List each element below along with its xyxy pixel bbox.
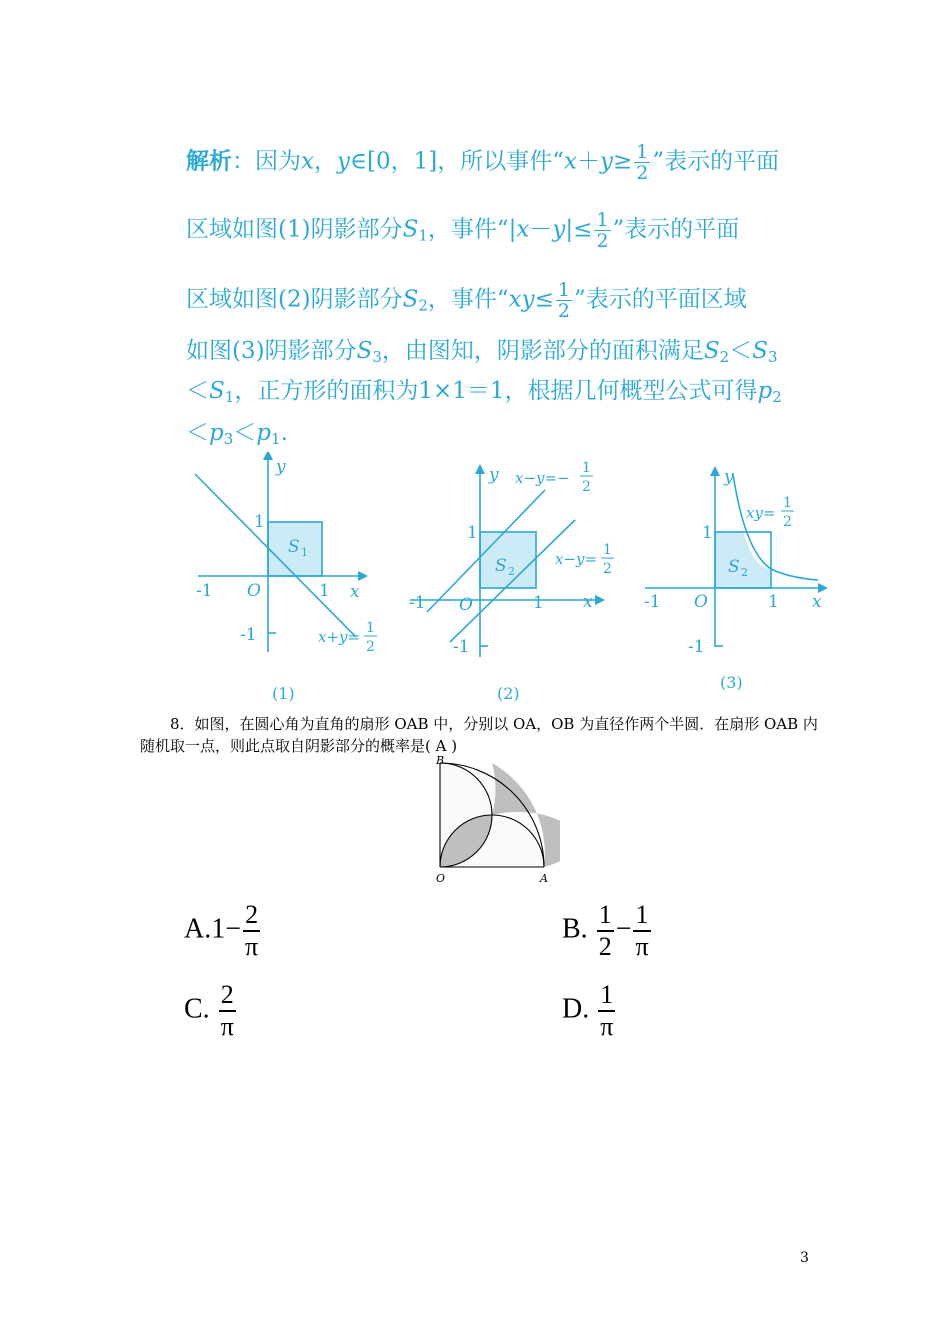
svg-text:-1: -1: [409, 593, 426, 613]
line-bottom-label: x−y=: [555, 550, 598, 568]
region-label: S: [728, 557, 740, 577]
figure-2-caption: (2): [497, 684, 520, 703]
option-b[interactable]: B. $\frac{1}{2}$ − $\frac{1}{\pi}$: [562, 900, 649, 961]
solution-line-6: $<p_3<p_1$.: [186, 420, 288, 448]
origin-label: O: [247, 581, 261, 601]
s2-region: [480, 532, 536, 588]
origin-label: O: [459, 595, 473, 615]
option-c[interactable]: C. $\frac{2}{\pi}$: [184, 980, 234, 1041]
solution-line-3: 区域如图(2)阴影部分$S_2$，事件“xy≤ $\frac{1}{2}$ ”表示的平面区域: [186, 279, 747, 322]
y-label: y: [276, 457, 286, 477]
svg-text:1: 1: [582, 460, 591, 476]
y-label: y: [489, 465, 499, 485]
region-label: S: [288, 537, 300, 557]
x-arrow-icon: [595, 595, 605, 605]
region-label: S: [495, 556, 507, 576]
solution-label: 解析: [186, 147, 232, 175]
line-x-plus-y: [195, 474, 356, 637]
option-b-fraction-1: $\frac{1}{2}$: [598, 900, 612, 961]
svg-text:1: 1: [783, 495, 792, 511]
y-arrow-icon: [475, 464, 485, 474]
solution-line-4: 如图(3)阴影部分$S_3$，由图知，阴影部分的面积满足$S_2<S_3$: [186, 338, 778, 366]
svg-text:-1: -1: [688, 637, 705, 657]
option-b-fraction-2: $\frac{1}{\pi}$: [635, 900, 649, 961]
svg-text:2: 2: [366, 639, 375, 655]
fraction-half: $\frac{1}{2}$: [557, 279, 571, 322]
fraction-half: $\frac{1}{2}$: [636, 141, 649, 184]
s3-region: [715, 532, 771, 588]
option-d[interactable]: D. $\frac{1}{\pi}$: [562, 980, 614, 1041]
svg-text:1: 1: [254, 512, 265, 532]
y-arrow-icon: [710, 466, 720, 476]
svg-text:1: 1: [366, 620, 375, 636]
figure-1-diagram: [180, 452, 390, 707]
svg-text:2: 2: [508, 565, 515, 578]
svg-text:2: 2: [741, 566, 748, 579]
y-arrow-icon: [263, 452, 273, 460]
solution-line-5: $<S_1$，正方形的面积为1×1＝1，根据几何概型公式可得$p_2$: [186, 378, 782, 406]
option-a[interactable]: A.1− $\frac{2}{\pi}$: [184, 900, 259, 961]
svg-text:-1: -1: [240, 625, 257, 645]
option-a-fraction: $\frac{2}{\pi}$: [245, 900, 259, 961]
option-c-fraction: $\frac{2}{\pi}$: [220, 980, 234, 1041]
svg-text:1: 1: [702, 523, 713, 543]
sector-oab-diagram: [430, 755, 560, 890]
line-label: x+y=: [318, 628, 361, 646]
y-label: y: [724, 467, 734, 487]
option-d-fraction: $\frac{1}{\pi}$: [600, 980, 614, 1041]
svg-text:1: 1: [533, 593, 544, 613]
svg-text:-1: -1: [453, 637, 470, 657]
question-text-line-1: 8．如图，在圆心角为直角的扇形 OAB 中，分别以 OA，OB 为直径作两个半圆．在扇形 OAB 内: [170, 715, 818, 733]
svg-text:2: 2: [603, 561, 612, 577]
question-text-line-2: 随机取一点，则此点取自阴影部分的概率是( A ): [140, 737, 458, 755]
svg-text:2: 2: [783, 514, 792, 530]
x-label: x: [812, 592, 822, 612]
svg-text:1: 1: [301, 546, 308, 559]
x-label: x: [350, 582, 360, 602]
svg-text:-1: -1: [196, 581, 213, 601]
svg-text:2: 2: [582, 479, 591, 495]
figure-3-caption: (3): [720, 673, 743, 692]
figure-1-caption: (1): [272, 684, 295, 703]
figure-2-diagram: [405, 452, 630, 707]
curve-label: xy=: [746, 504, 776, 522]
page-number: 3: [800, 1250, 809, 1266]
x-arrow-icon: [358, 571, 368, 581]
label-b: B: [436, 755, 445, 767]
origin-label: O: [694, 592, 708, 612]
label-a: A: [540, 872, 548, 885]
label-o: O: [436, 872, 446, 885]
x-label: x: [583, 592, 593, 612]
svg-text:-1: -1: [644, 592, 661, 612]
line-top-label: x−y=−: [515, 469, 570, 487]
svg-text:1: 1: [319, 581, 330, 601]
svg-text:1: 1: [768, 592, 779, 612]
figure-3-diagram: [640, 452, 840, 697]
solution-line-1: 解析：因为x，y∈[0，1]，所以事件“x＋y≥ $\frac{1}{2}$ ”表示的平面: [186, 141, 780, 184]
fraction-half: $\frac{1}{2}$: [596, 209, 609, 252]
solution-line-2: 区域如图(1)阴影部分$S_1$，事件“|x－y|≤ $\frac{1}{2}$ ”表示的平面: [186, 209, 740, 252]
svg-text:1: 1: [467, 523, 478, 543]
svg-text:1: 1: [603, 542, 612, 558]
